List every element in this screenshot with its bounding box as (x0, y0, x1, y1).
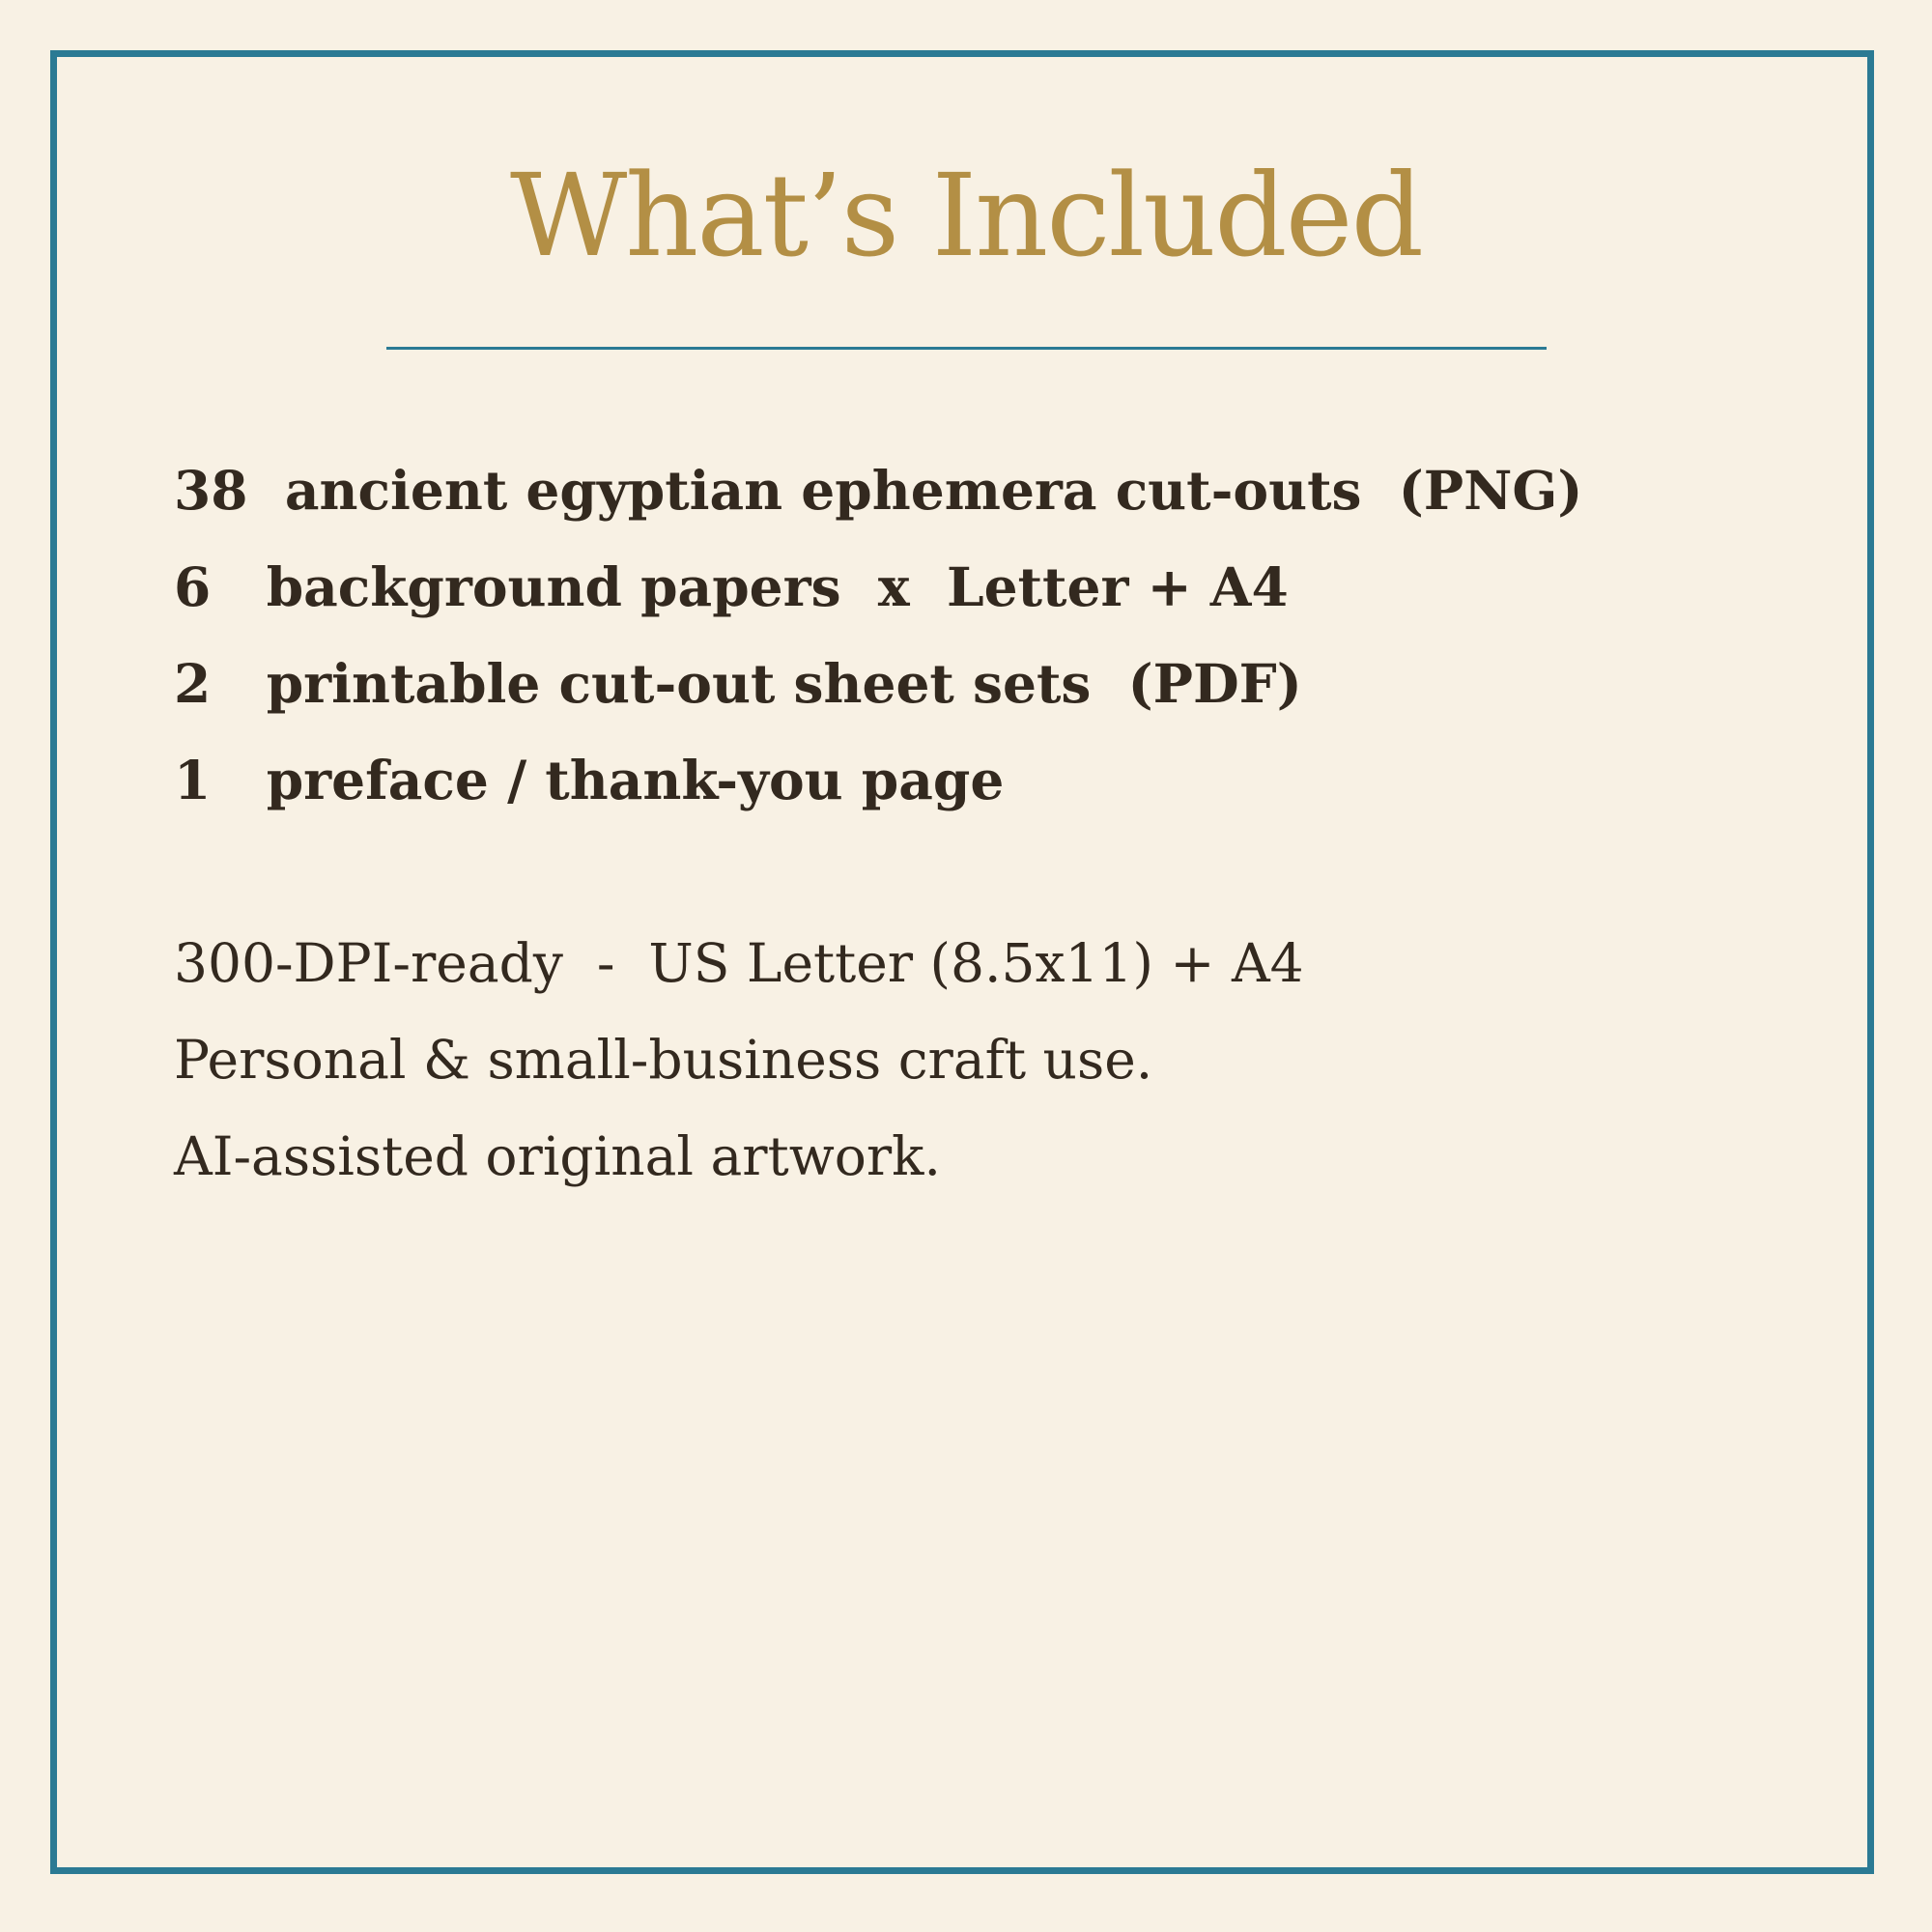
note-license: Personal & small-business craft use. (174, 1029, 1153, 1091)
list-item-preface-page: 1 preface / thank-you page (174, 749, 1005, 811)
page-title: What’s Included (510, 149, 1422, 282)
list-item-background-papers: 6 background papers x Letter + A4 (174, 555, 1289, 618)
product-notes (174, 915, 1304, 1205)
note-ai-disclosure: AI-assisted original artwork. (174, 1125, 941, 1187)
list-item-cutout-sheets: 2 printable cut-out sheet sets (PDF) (174, 652, 1302, 715)
note-resolution-formats: 300-DPI-ready - US Letter (8.5x11) + A4 (174, 932, 1304, 994)
included-items-list (174, 442, 1582, 829)
title-divider (386, 347, 1547, 350)
list-item-cutouts: 38 ancient egyptian ephemera cut-outs (PNG) (174, 459, 1583, 522)
